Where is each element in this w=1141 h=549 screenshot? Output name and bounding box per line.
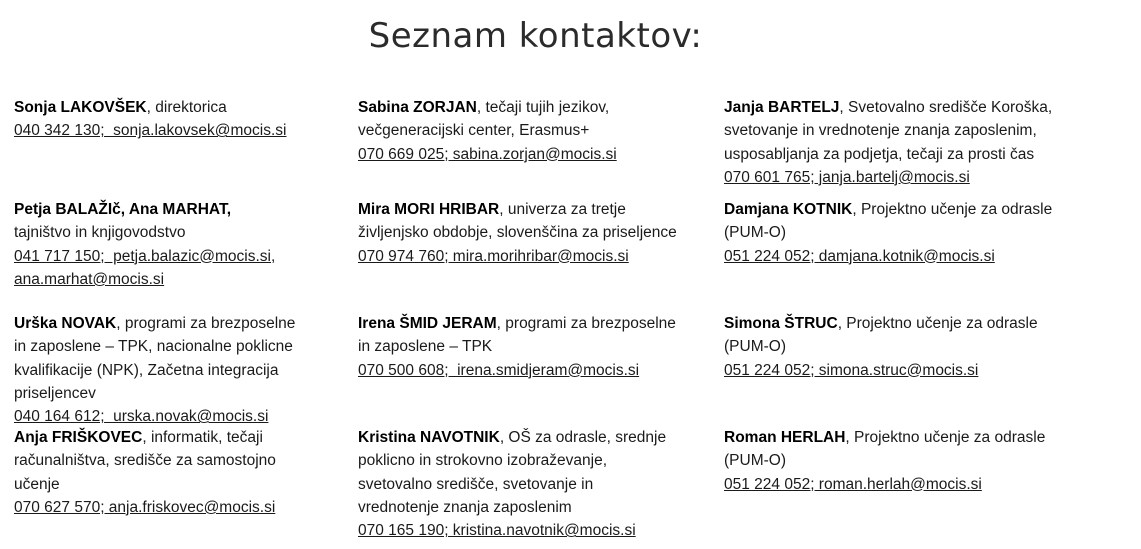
contact-role: , Svetovalno središče Koroška, — [839, 99, 1053, 116]
contact-link[interactable]: 070 601 765; janja.bartelj@mocis.si — [724, 168, 970, 186]
contact-card — [358, 96, 713, 166]
contact-card — [724, 426, 1094, 496]
contact-name: Mira MORI HRIBAR — [358, 201, 500, 218]
contact-role: priseljencev — [14, 384, 96, 402]
contact-header-line — [14, 312, 344, 335]
contact-name: Kristina NAVOTNIK — [358, 429, 500, 446]
contact-role: tajništvo in knjigovodstvo — [14, 224, 186, 242]
contact-role: , direktorica — [146, 99, 227, 116]
contact-role: (PUM-O) — [724, 338, 786, 356]
contact-card — [14, 96, 344, 143]
contact-header-line — [14, 96, 344, 119]
contact-role: in zaposlene – TPK, nacionalne poklicne — [14, 338, 293, 356]
contact-role: vrednotenje znanja zaposlenim — [358, 498, 572, 516]
contact-link[interactable]: ana.marhat@mocis.si — [14, 270, 165, 288]
contact-card — [724, 312, 1094, 382]
contact-name: Damjana KOTNIK — [724, 201, 853, 218]
contact-card — [724, 198, 1094, 268]
contact-role: svetovalno središče, svetovanje in — [358, 475, 594, 493]
contact-role: , Projektno učenje za odrasle — [845, 429, 1046, 446]
contact-card — [358, 312, 713, 382]
contact-card — [14, 312, 344, 428]
contact-role: svetovanje in vrednotenje znanja zaposlenim, — [724, 122, 1037, 140]
contact-role: kvalifikacije (NPK), Začetna integracija — [14, 361, 279, 379]
contact-role: usposabljanja za podjetja, tečaji za prosti čas — [724, 145, 1035, 163]
contact-link[interactable]: 070 500 608; irena.smidjeram@mocis.si — [358, 361, 640, 379]
contact-header-line — [14, 426, 344, 449]
page-title: Seznam kontaktov: — [368, 16, 703, 56]
contact-card — [358, 426, 713, 542]
contact-role: (PUM-O) — [724, 452, 786, 470]
contact-header-line — [14, 198, 344, 221]
contact-name: Roman HERLAH — [724, 429, 846, 446]
contact-role: učenje — [14, 475, 60, 493]
contact-card — [724, 96, 1094, 189]
contact-role: , informatik, tečaji — [142, 429, 263, 446]
contact-header-line — [724, 198, 1094, 221]
contact-role: , OŠ za odrasle, srednje — [499, 429, 667, 446]
contact-header-line — [724, 96, 1094, 119]
contact-role: računalništva, središče za samostojno — [14, 452, 276, 470]
contact-header-line — [358, 198, 713, 221]
contact-link[interactable]: 070 627 570; anja.friskovec@mocis.si — [14, 498, 276, 516]
contact-role: , univerza za tretje — [499, 201, 626, 218]
contact-name: Anja FRIŠKOVEC — [14, 429, 143, 446]
contact-name: Petja BALAŽIč, Ana MARHAT, — [14, 201, 232, 218]
contact-header-line — [358, 312, 713, 335]
contact-name: Sabina ZORJAN — [358, 99, 477, 116]
contact-header-line — [358, 426, 713, 449]
contact-role: večgeneracijski center, Erasmus+ — [358, 122, 590, 140]
contact-role: poklicno in strokovno izobraževanje, — [358, 452, 607, 470]
contact-name: Simona ŠTRUC — [724, 315, 838, 332]
contact-card — [14, 198, 344, 291]
contact-card — [14, 426, 344, 519]
contact-role: , Projektno učenje za odrasle — [852, 201, 1053, 218]
contact-name: Sonja LAKOVŠEK — [14, 99, 147, 116]
contact-name: Janja BARTELJ — [724, 99, 840, 116]
contact-header-line — [358, 96, 713, 119]
contact-link[interactable]: 040 164 612; urska.novak@mocis.si — [14, 408, 269, 426]
contact-role: (PUM-O) — [724, 224, 786, 242]
contact-role: in zaposlene – TPK — [358, 338, 493, 356]
contact-link[interactable]: 051 224 052; damjana.kotnik@mocis.si — [724, 247, 995, 265]
contact-link[interactable]: 070 165 190; kristina.navotnik@mocis.si — [358, 522, 636, 540]
contact-role: , Projektno učenje za odrasle — [837, 315, 1038, 332]
contact-role: , programi za brezposelne — [496, 315, 676, 332]
contact-role: življenjsko obdobje, slovenščina za priseljence — [358, 224, 677, 242]
contact-header-line — [724, 426, 1094, 449]
contact-link[interactable]: 070 974 760; mira.morihribar@mocis.si — [358, 247, 629, 265]
contact-link[interactable]: 040 342 130; sonja.lakovsek@mocis.si — [14, 122, 287, 140]
contact-card — [358, 198, 713, 268]
contact-role: , programi za brezposelne — [116, 315, 296, 332]
contact-link[interactable]: 051 224 052; simona.struc@mocis.si — [724, 361, 979, 379]
contact-link[interactable]: 051 224 052; roman.herlah@mocis.si — [724, 475, 982, 493]
contact-name: Urška NOVAK — [14, 315, 117, 332]
contact-link[interactable]: 070 669 025; sabina.zorjan@mocis.si — [358, 145, 617, 163]
contact-role: , tečaji tujih jezikov, — [476, 99, 610, 116]
contact-header-line — [724, 312, 1094, 335]
contact-link[interactable]: 041 717 150; petja.balazic@mocis.si, — [14, 247, 276, 265]
contact-name: Irena ŠMID JERAM — [358, 315, 497, 332]
